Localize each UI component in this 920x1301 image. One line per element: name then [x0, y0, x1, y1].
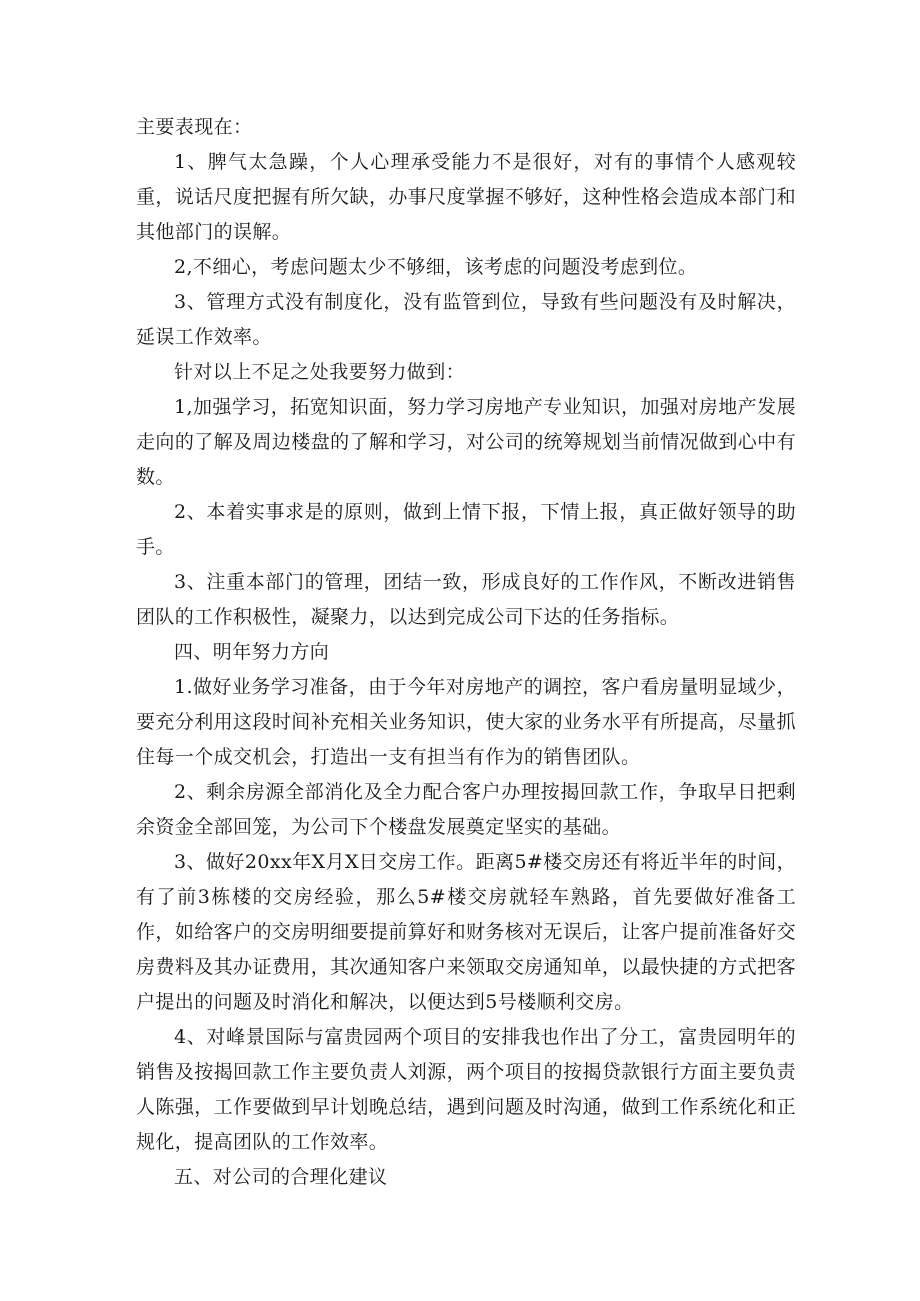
document-body — [136, 110, 796, 1195]
paragraph-item: 2、剩余房源全部消化及全力配合客户办理按揭回款工作，争取早日把剩余资金全部回笼，为公司下个楼盘发展奠定坚实的基础。 — [136, 781, 796, 838]
paragraph-item: 3、管理方式没有制度化，没有监管到位，导致有些问题没有及时解决，延误工作效率。 — [136, 291, 796, 348]
paragraph-item: 2、本着实事求是的原则，做到上情下报，下情上报，真正做好领导的助手。 — [136, 501, 796, 558]
paragraph-item: 2,不细心，考虑问题太少不够细，该考虑的问题没考虑到位。 — [174, 256, 698, 278]
paragraph-item: 3、注重本部门的管理，团结一致，形成良好的工作作风，不断改进销售团队的工作积极性，凝聚力，以达到完成公司下达的任务指标。 — [136, 571, 796, 628]
paragraph-item: 3、做好20xx年X月X日交房工作。距离5#楼交房还有将近半年的时间，有了前3栋楼的交房经验，那么5#楼交房就轻车熟路，首先要做好准备工作，如给客户的交房明细要提前算好和财务核对无误后，让客户提前准备好交房费料及其办证费用，其次通知客户来领取交房通知单，以最快捷的方式把客户提出的问题及时消化和解决，以便达到5号楼顺利交房。 — [136, 851, 796, 1013]
section-heading: 四、明年努力方向 — [174, 641, 330, 663]
paragraph-item: 1,加强学习，拓宽知识面，努力学习房地产专业知识，加强对房地产发展走向的了解及周边楼盘的了解和学习，对公司的统筹规划当前情况做到心中有数。 — [136, 396, 796, 488]
paragraph-item: 1、脾气太急躁，个人心理承受能力不是很好，对有的事情个人感观较重，说话尺度把握有所欠缺，办事尺度掌握不够好，这种性格会造成本部门和其他部门的误解。 — [136, 151, 796, 243]
paragraph-subheading: 针对以上不足之处我要努力做到： — [174, 361, 466, 383]
paragraph-intro: 主要表现在： — [136, 116, 253, 138]
paragraph-item: 4、对峰景国际与富贵园两个项目的安排我也作出了分工，富贵园明年的销售及按揭回款工作主要负责人刘源，两个项目的按揭贷款银行方面主要负责人陈强，工作要做到早计划晚总结，遇到问题及时沟通，做到工作系统化和正规化，提高团队的工作效率。 — [136, 1026, 796, 1153]
section-heading: 五、对公司的合理化建议 — [174, 1166, 388, 1188]
paragraph-item: 1.做好业务学习准备，由于今年对房地产的调控，客户看房量明显域少，要充分利用这段时间补充相关业务知识，使大家的业务水平有所提高，尽量抓住每一个成交机会，打造出一支有担当有作为的销售团队。 — [136, 676, 796, 768]
